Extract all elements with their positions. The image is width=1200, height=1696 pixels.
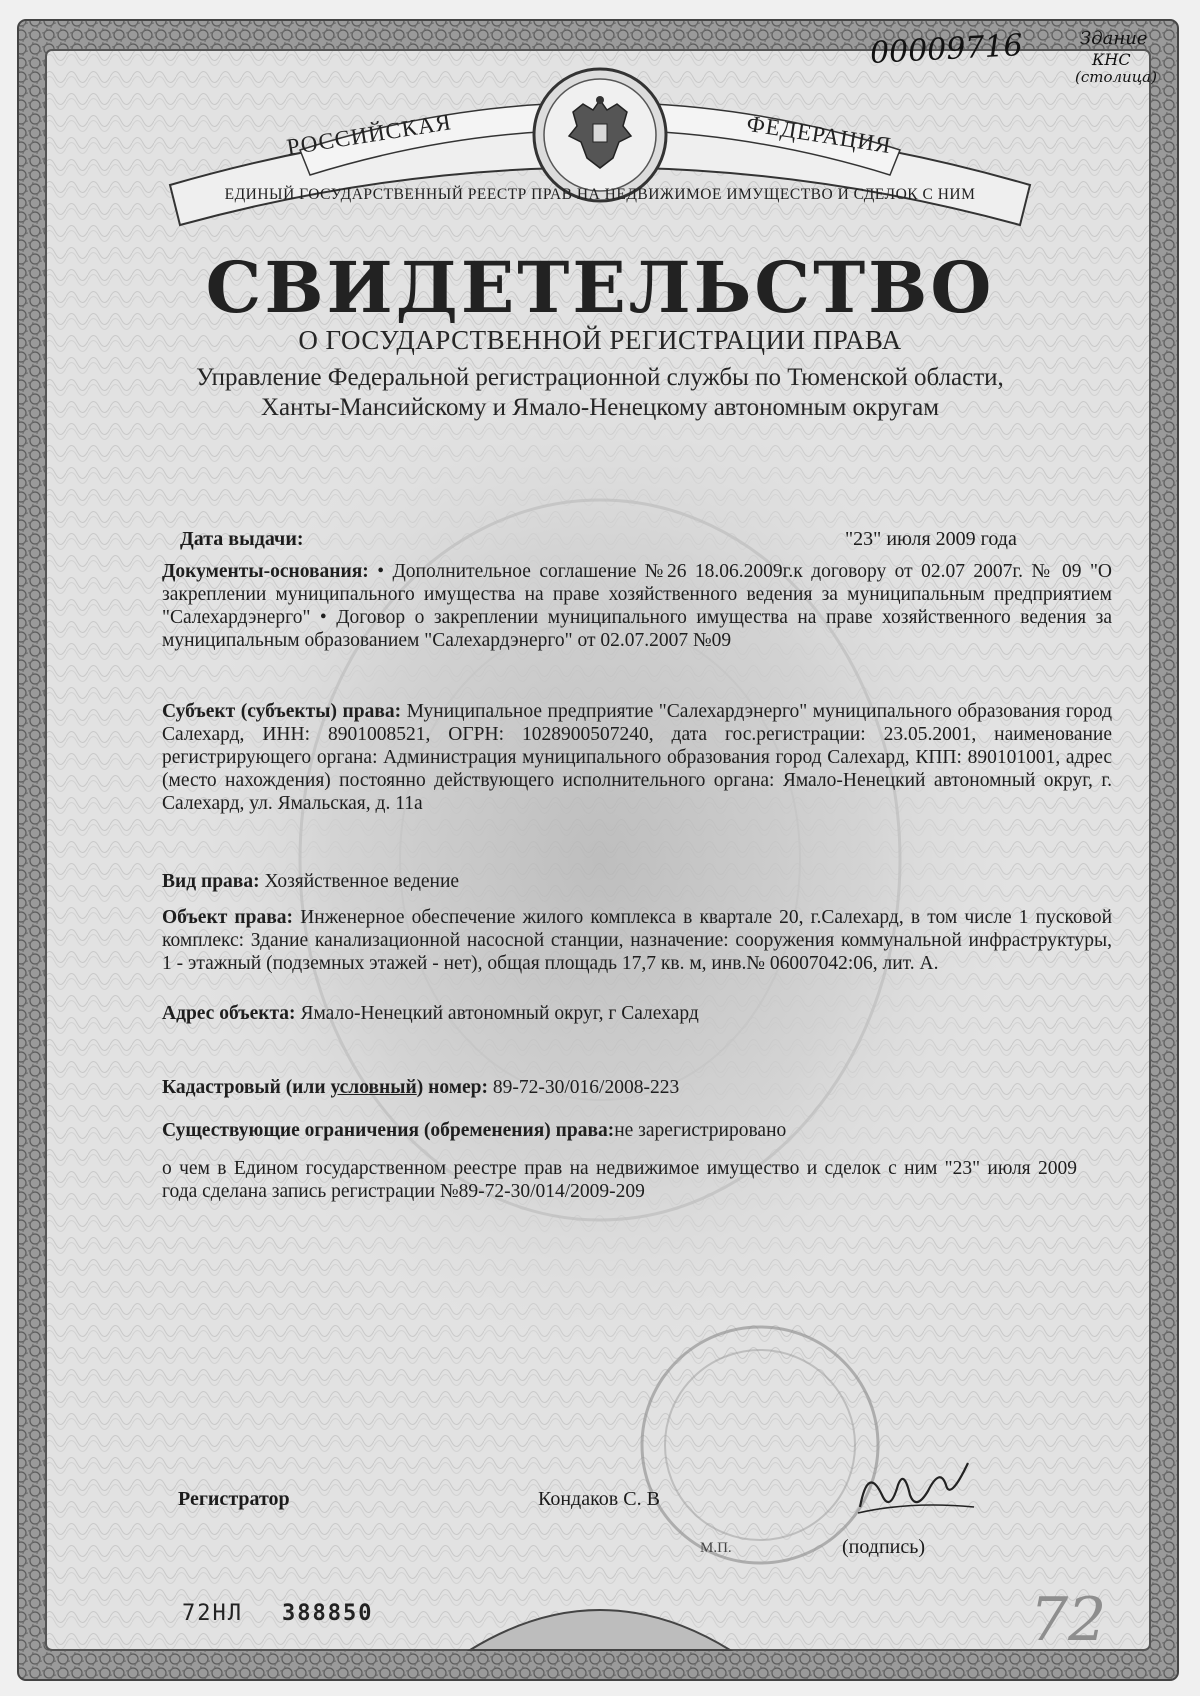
encumbrances-value: не зарегистрировано xyxy=(614,1120,787,1141)
object-address xyxy=(162,1002,1112,1025)
stamp-mark-label: М.П. xyxy=(700,1540,732,1556)
registrar-signature xyxy=(850,1455,980,1525)
object-of-right xyxy=(162,906,1112,1001)
right-type-label: Вид права: xyxy=(162,871,260,892)
authority-line-2: Ханты-Мансийскому и Ямало-Ненецкому автономным округам xyxy=(260,394,940,421)
ribbon-right-label: ФЕДЕРАЦИЯ xyxy=(745,110,894,159)
issue-date-label: Дата выдачи: xyxy=(180,528,304,550)
documents-basis-label: Документы-основания: xyxy=(162,561,369,582)
ribbon-left-label: РОССИЙСКАЯ xyxy=(284,109,454,160)
signature-caption: (подпись) xyxy=(842,1536,926,1558)
handwritten-note-line3: (столица) xyxy=(1075,68,1157,86)
cadastral-number xyxy=(162,1076,1112,1099)
registrar-label: Регистратор xyxy=(178,1488,290,1510)
cadastral-label-prefix: Кадастровый (или xyxy=(162,1077,331,1098)
region-code-mark: 72 xyxy=(1030,1585,1107,1655)
encumbrances xyxy=(162,1119,1112,1142)
cadastral-label-underlined: условный xyxy=(330,1077,417,1098)
registry-record-text: о чем в Едином государственном реестре прав на недвижимое имущество и сделок с ним "23" июля 2009 года сделана запись регистрации №89-72-30/014/2009-209 xyxy=(162,1158,1077,1202)
right-type xyxy=(162,870,1112,893)
subject-label: Субъект (субъекты) права: xyxy=(162,701,402,722)
object-value: Инженерное обеспечение жилого комплекса в квартале 20, г.Салехард, в том числе 1 пусковой комплекс: Здание канализационной насосной станции, назначение: сооружения коммунальной инфраструктуры, 1 - этажный (подземных этажей - нет), общая площадь 17,7 кв. м, инв.№ 06007042:06, лит. А. xyxy=(162,907,1113,974)
subject-of-right xyxy=(162,700,1112,865)
encumbrances-label: Существующие ограничения (обременения) права: xyxy=(162,1120,615,1141)
handwritten-note-line1: Здание xyxy=(1080,28,1148,49)
blank-number: 388850 xyxy=(282,1601,374,1626)
handwritten-number: 00009716 xyxy=(869,28,1024,71)
blank-series: 72НЛ xyxy=(182,1601,243,1626)
right-type-value: Хозяйственное ведение xyxy=(264,871,460,892)
object-label: Объект права: xyxy=(162,907,294,928)
issue-date-value: "23" июля 2009 года xyxy=(845,528,1017,550)
document-title: СВИДЕТЕЛЬСТВО xyxy=(205,246,995,329)
handwritten-note-line2: КНС xyxy=(1092,50,1131,69)
documents-basis xyxy=(162,560,1112,680)
documents-basis-value: • Дополнительное соглашение №26 18.06.2009г.к договору от 02.07 2007г. № 09 "О закреплении муниципального имущества на праве хозяйственного ведения за муниципальным предприятием "Салехардэнерго" • Договор о закреплении муниципального имущества на праве хозяйственного ведения за муниципальным образованием "Салехардэнерго" от 02.07.2007 №09 xyxy=(162,561,1113,651)
subject-value: Муниципальное предприятие "Салехардэнерго" муниципального образования город Салехард, ИНН: 8901008521, ОГРН: 1028900507240, дата гос.регистрации: 23.05.2001, наименование регистрирующего органа: Администрация муниципального образования город Салехард, КПП: 890101001, адрес (место нахождения) постоянно действующего исполнительного органа: Ямало-Ненецкий автономный округ, г. Салехард, ул. Ямальская, д. 11а xyxy=(162,701,1112,814)
coat-of-arms-icon xyxy=(555,90,645,182)
issuing-authority xyxy=(110,363,1090,423)
address-label: Адрес объекта: xyxy=(162,1003,296,1024)
ribbon-bottom-label: ЕДИНЫЙ ГОСУДАРСТВЕННЫЙ РЕЕСТР ПРАВ НА НЕДВИЖИМОЕ ИМУЩЕСТВО И СДЕЛОК С НИМ xyxy=(224,186,976,203)
cadastral-label-suffix: ) номер: xyxy=(416,1077,488,1098)
cadastral-value: 89-72-30/016/2008-223 xyxy=(492,1077,680,1098)
registrar-name: Кондаков С. В xyxy=(538,1488,660,1510)
address-value: Ямало-Ненецкий автономный округ, г Салехард xyxy=(300,1003,699,1024)
authority-line-1: Управление Федеральной регистрационной службы по Тюменской области, xyxy=(196,364,1004,391)
document-subtitle: О ГОСУДАРСТВЕННОЙ РЕГИСТРАЦИИ ПРАВА xyxy=(298,325,902,355)
